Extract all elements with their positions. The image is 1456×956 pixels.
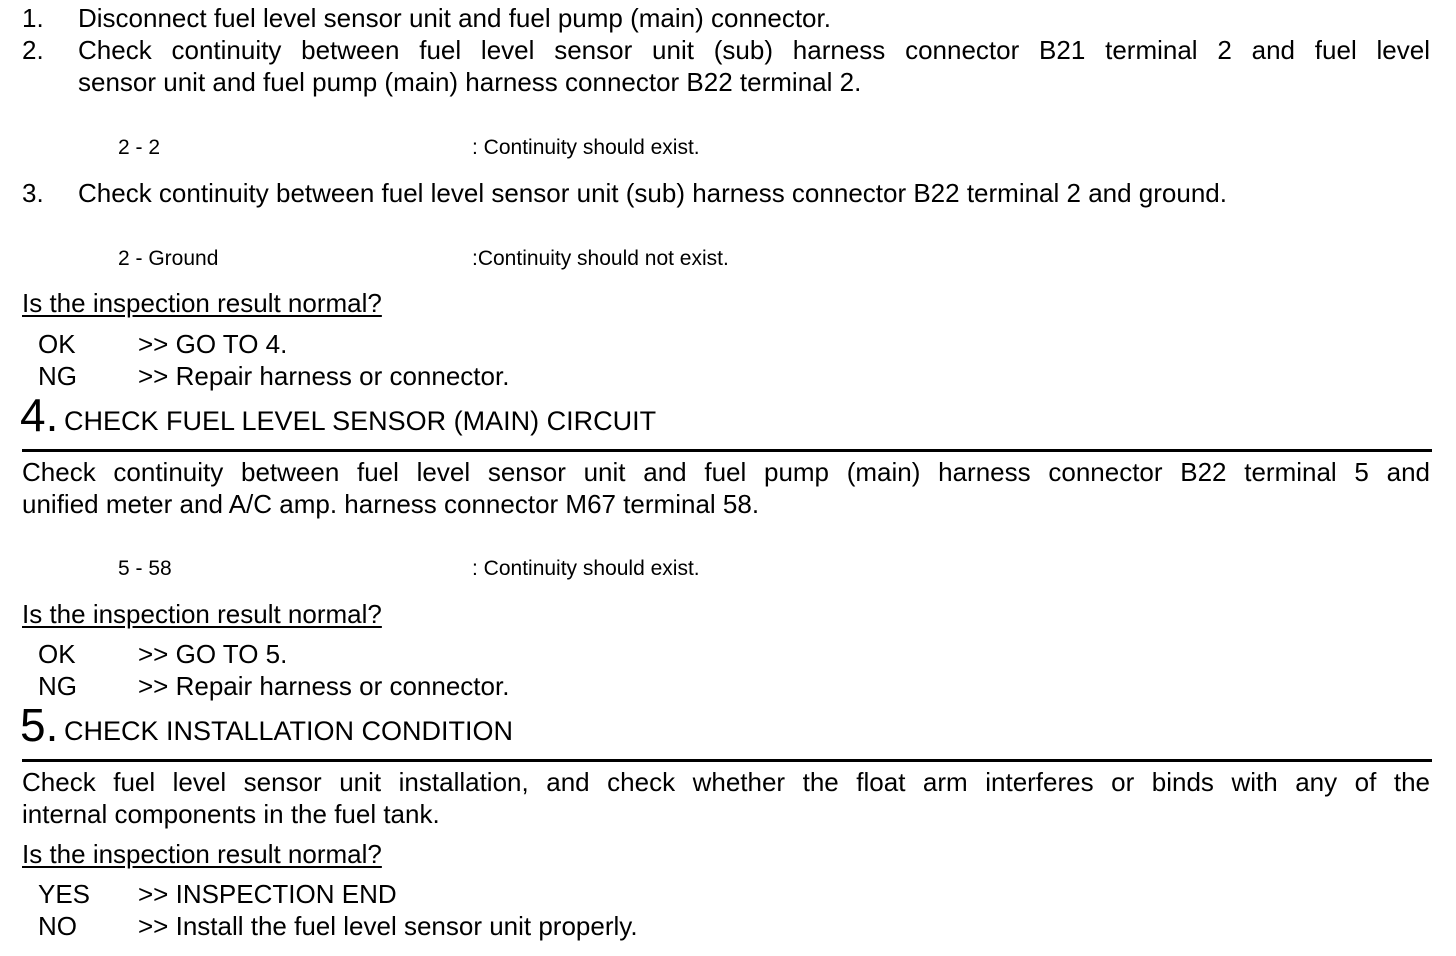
section-divider [22,759,1432,762]
step-description-continued: unified meter and A/C amp. harness connector M67 terminal 58. [22,489,760,519]
step-title: CHECK INSTALLATION CONDITION [64,716,514,746]
item-text: Check continuity between fuel level sensor unit (sub) harness connector B22 terminal 2 and ground. [78,178,1227,208]
answer-key: NG [38,671,77,701]
inspection-question: Is the inspection result normal? [22,839,382,869]
step-description: Check continuity between fuel level sensor unit and fuel pump (main) harness connector B22 terminal 5 and [22,457,1430,487]
item-number: 1. [22,3,44,33]
answer-action: >> INSPECTION END [138,879,397,909]
spec-terminals: 2 - Ground [118,247,219,270]
step-number: 4. [20,389,59,441]
answer-key: NG [38,361,77,391]
step-description-continued: internal components in the fuel tank. [22,799,440,829]
spec-terminals: 5 - 58 [118,557,172,580]
item-text: Disconnect fuel level sensor unit and fuel pump (main) connector. [78,3,831,33]
answer-action: >> Install the fuel level sensor unit properly. [138,911,638,941]
answer-key: NO [38,911,77,941]
answer-action: >> Repair harness or connector. [138,671,510,701]
item-number: 3. [22,178,44,208]
answer-action: >> GO TO 4. [138,329,288,359]
answer-key: YES [38,879,91,909]
answer-key: OK [38,329,76,359]
step-number: 5. [20,699,59,751]
item-text: Check continuity between fuel level sensor unit (sub) harness connector B21 terminal 2 and fuel level [78,35,1430,65]
spec-terminals: 2 - 2 [118,136,161,159]
answer-key: OK [38,639,76,669]
step-title: CHECK FUEL LEVEL SENSOR (MAIN) CIRCUIT [64,406,657,436]
answer-action: >> GO TO 5. [138,639,288,669]
item-text-continued: sensor unit and fuel pump (main) harness connector B22 terminal 2. [78,67,862,97]
spec-result: : Continuity should exist. [472,136,700,159]
item-number: 2. [22,35,44,65]
step-description: Check fuel level sensor unit installation, and check whether the float arm interferes or binds with any of the [22,767,1430,797]
inspection-question: Is the inspection result normal? [22,288,382,318]
answer-action: >> Repair harness or connector. [138,361,510,391]
spec-result: :Continuity should not exist. [472,247,729,270]
section-divider [22,449,1432,452]
inspection-question: Is the inspection result normal? [22,599,382,629]
spec-result: : Continuity should exist. [472,557,700,580]
